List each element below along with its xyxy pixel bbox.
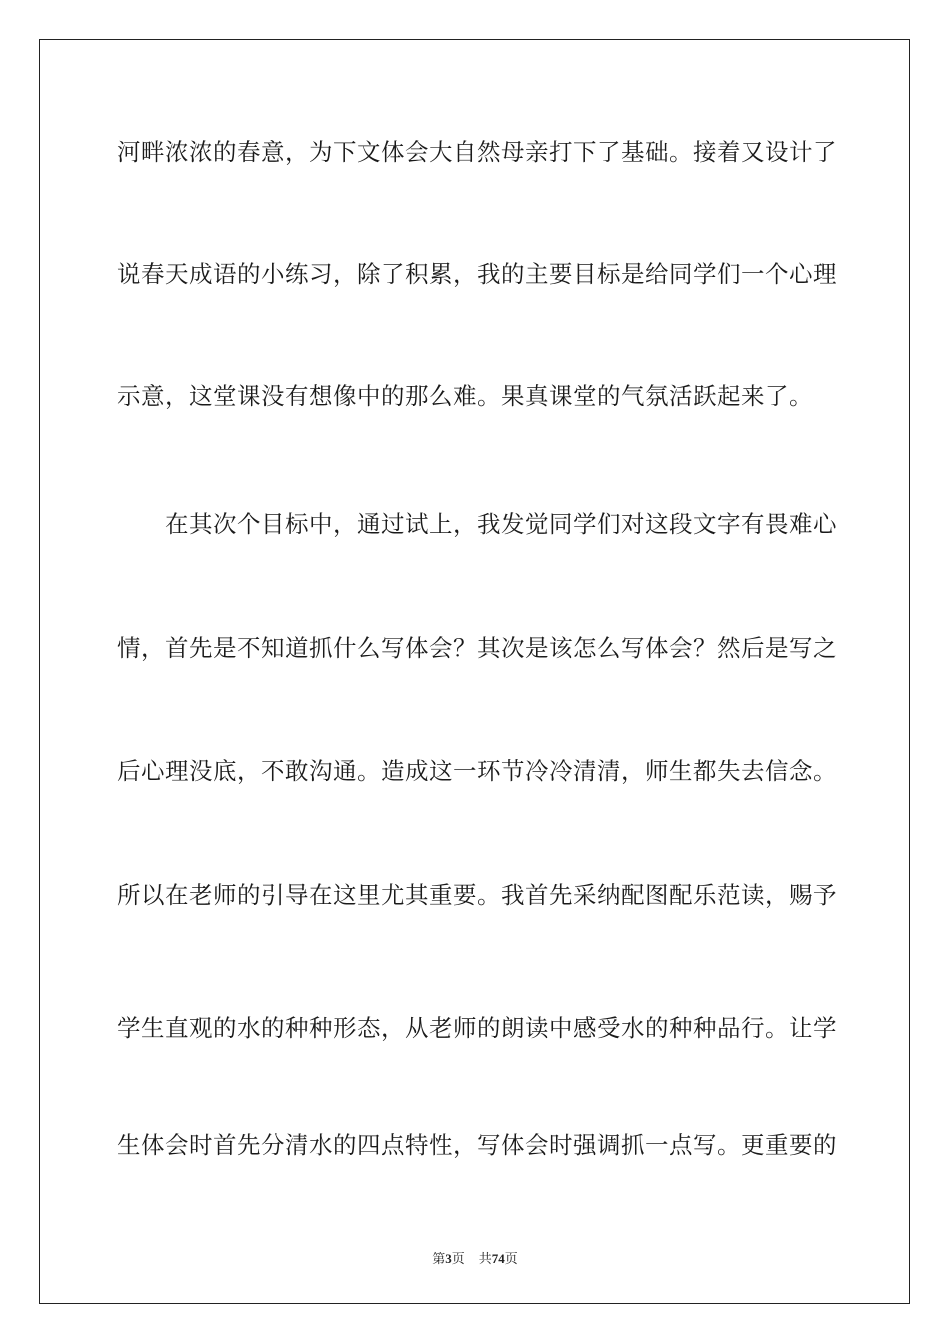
- text-line: 示意，这堂课没有想像中的那么难。果真课堂的气氛活跃起来了。: [117, 382, 813, 410]
- text-line: 所以在老师的引导在这里尤其重要。我首先采纳配图配乐范读，赐予: [117, 881, 837, 909]
- page-suffix: 页: [451, 1251, 465, 1266]
- text-line: 情，首先是不知道抓什么写体会？其次是该怎么写体会？然后是写之: [117, 634, 837, 662]
- page-number: 3: [445, 1251, 452, 1266]
- total-prefix: 共: [478, 1251, 492, 1266]
- page-footer: [0, 1248, 950, 1267]
- text-line: 生体会时首先分清水的四点特性，写体会时强调抓一点写。更重要的: [117, 1131, 837, 1159]
- text-line: 后心理没底，不敢沟通。造成这一环节冷冷清清，师生都失去信念。: [117, 757, 837, 785]
- page-border: [39, 39, 910, 1304]
- text-line: 在其次个目标中，通过试上，我发觉同学们对这段文字有畏难心: [165, 510, 837, 538]
- text-line: 说春天成语的小练习，除了积累，我的主要目标是给同学们一个心理: [117, 260, 837, 288]
- text-line: 学生直观的水的种种形态，从老师的朗读中感受水的种种品行。让学: [117, 1014, 837, 1042]
- page-prefix: 第: [432, 1251, 446, 1266]
- total-pages: 74: [491, 1251, 505, 1266]
- text-line: 河畔浓浓的春意，为下文体会大自然母亲打下了基础。接着又设计了: [117, 138, 837, 166]
- total-suffix: 页: [504, 1251, 518, 1266]
